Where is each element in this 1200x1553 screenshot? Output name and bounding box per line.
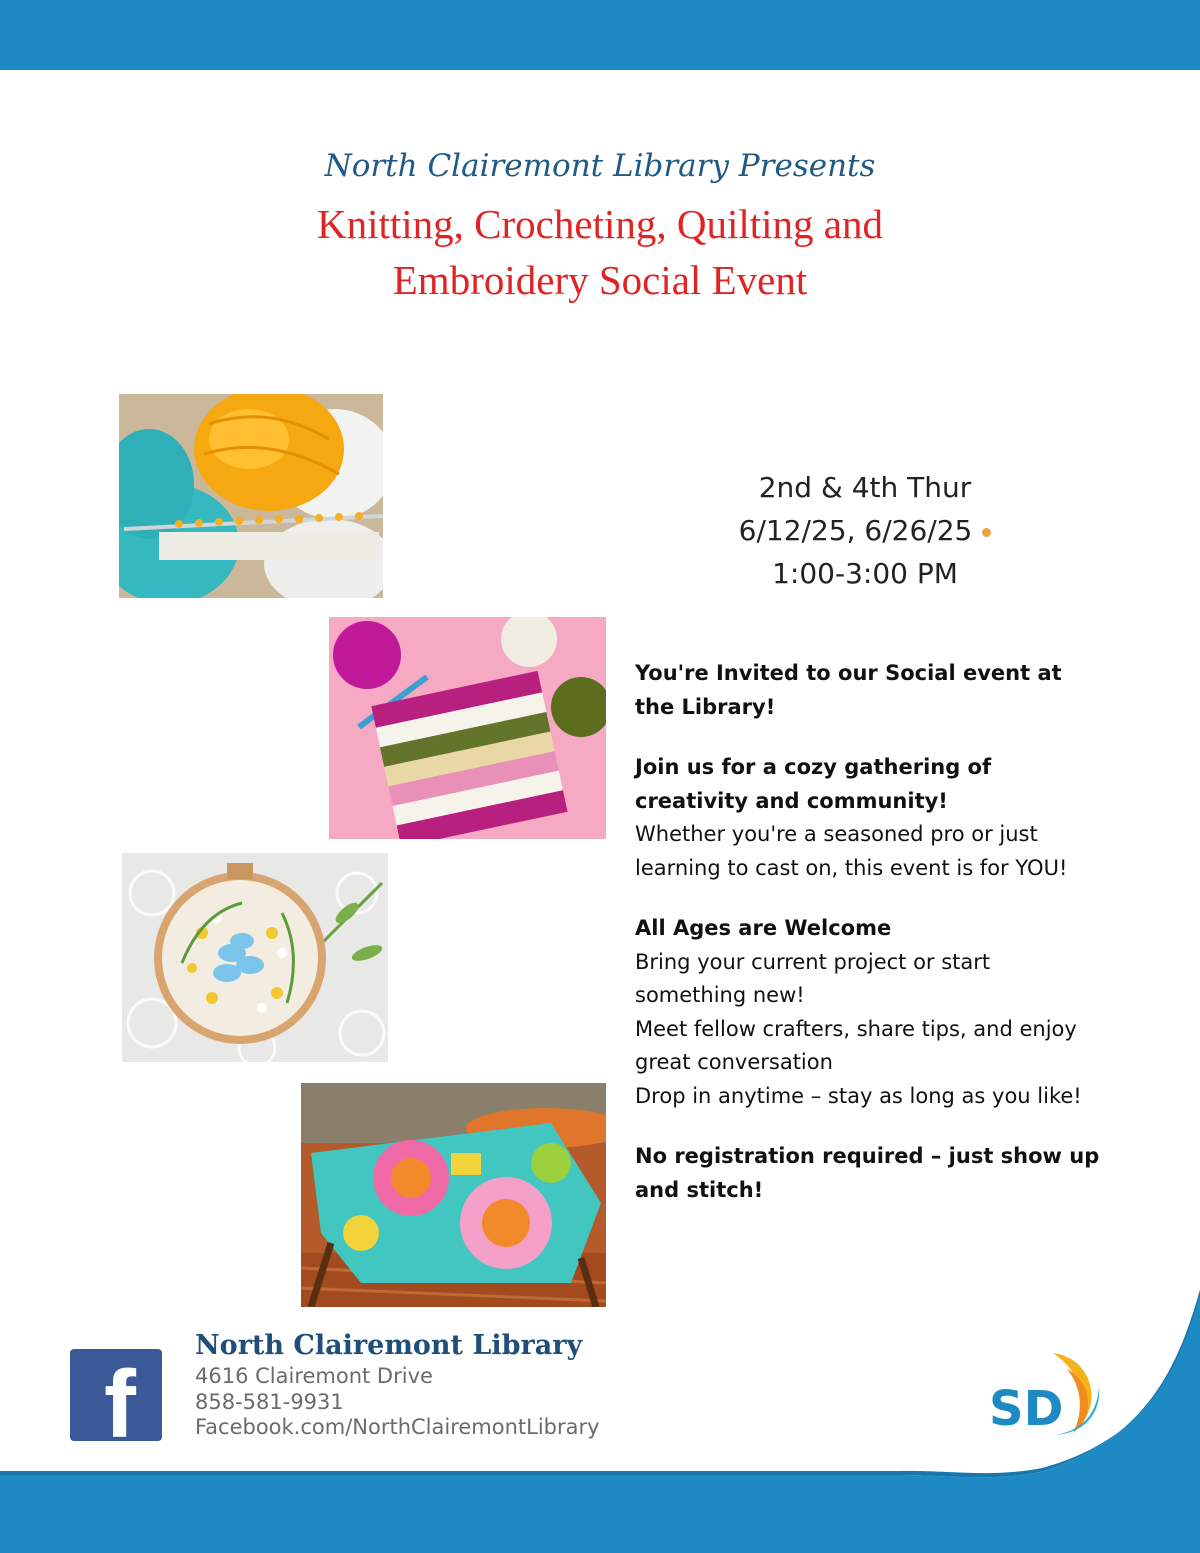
sd-logo-text: SD [989, 1381, 1064, 1437]
event-schedule [690, 466, 1040, 595]
library-name: North Clairemont Library [195, 1330, 583, 1361]
ages-line-3: Drop in anytime – stay as long as you like! [635, 1083, 1082, 1108]
event-title [0, 196, 1200, 308]
event-title-line-2: Embroidery Social Event [392, 257, 808, 303]
event-title-line-1: Knitting, Crocheting, Quilting and [317, 201, 883, 247]
embroidery-hoop-photo [122, 853, 388, 1062]
library-facebook-link[interactable]: Facebook.com/NorthClairemontLibrary [195, 1415, 600, 1439]
library-address: 4616 Clairemont Drive [195, 1364, 433, 1388]
closing-note: No registration required – just show up and stitch! [635, 1144, 1100, 1202]
event-description [635, 657, 1105, 1207]
schedule-dates: 6/12/25, 6/26/25 [738, 514, 973, 547]
library-contact [195, 1328, 675, 1441]
invite-heading: You're Invited to our Social event at the Library! [635, 661, 1062, 719]
facebook-logo-icon[interactable] [70, 1349, 162, 1441]
schedule-dates-line [690, 509, 1040, 552]
schedule-time: 1:00-3:00 PM [772, 557, 958, 590]
join-body: Whether you're a seasoned pro or just learning to cast on, this event is for YOU! [635, 822, 1068, 880]
sd-city-logo-icon [985, 1347, 1105, 1437]
crochet-blanket-photo [329, 617, 606, 839]
ages-heading: All Ages are Welcome [635, 916, 892, 940]
yarn-knitting-photo [119, 394, 383, 598]
ages-line-1: Bring your current project or start something new! [635, 949, 991, 1007]
join-heading: Join us for a cozy gathering of creativity and community! [635, 755, 992, 813]
presenter-heading: North Clairemont Library Presents [324, 148, 876, 184]
library-phone: 858-581-9931 [195, 1389, 344, 1414]
schedule-days: 2nd & 4th Thur [758, 471, 972, 504]
orange-dot-icon [982, 528, 991, 537]
quilt-chair-photo [301, 1083, 606, 1307]
facebook-letter: f [104, 1351, 136, 1441]
ages-line-2: Meet fellow crafters, share tips, and enjoy great conversation [635, 1016, 1077, 1074]
top-banner-bar [0, 0, 1200, 70]
